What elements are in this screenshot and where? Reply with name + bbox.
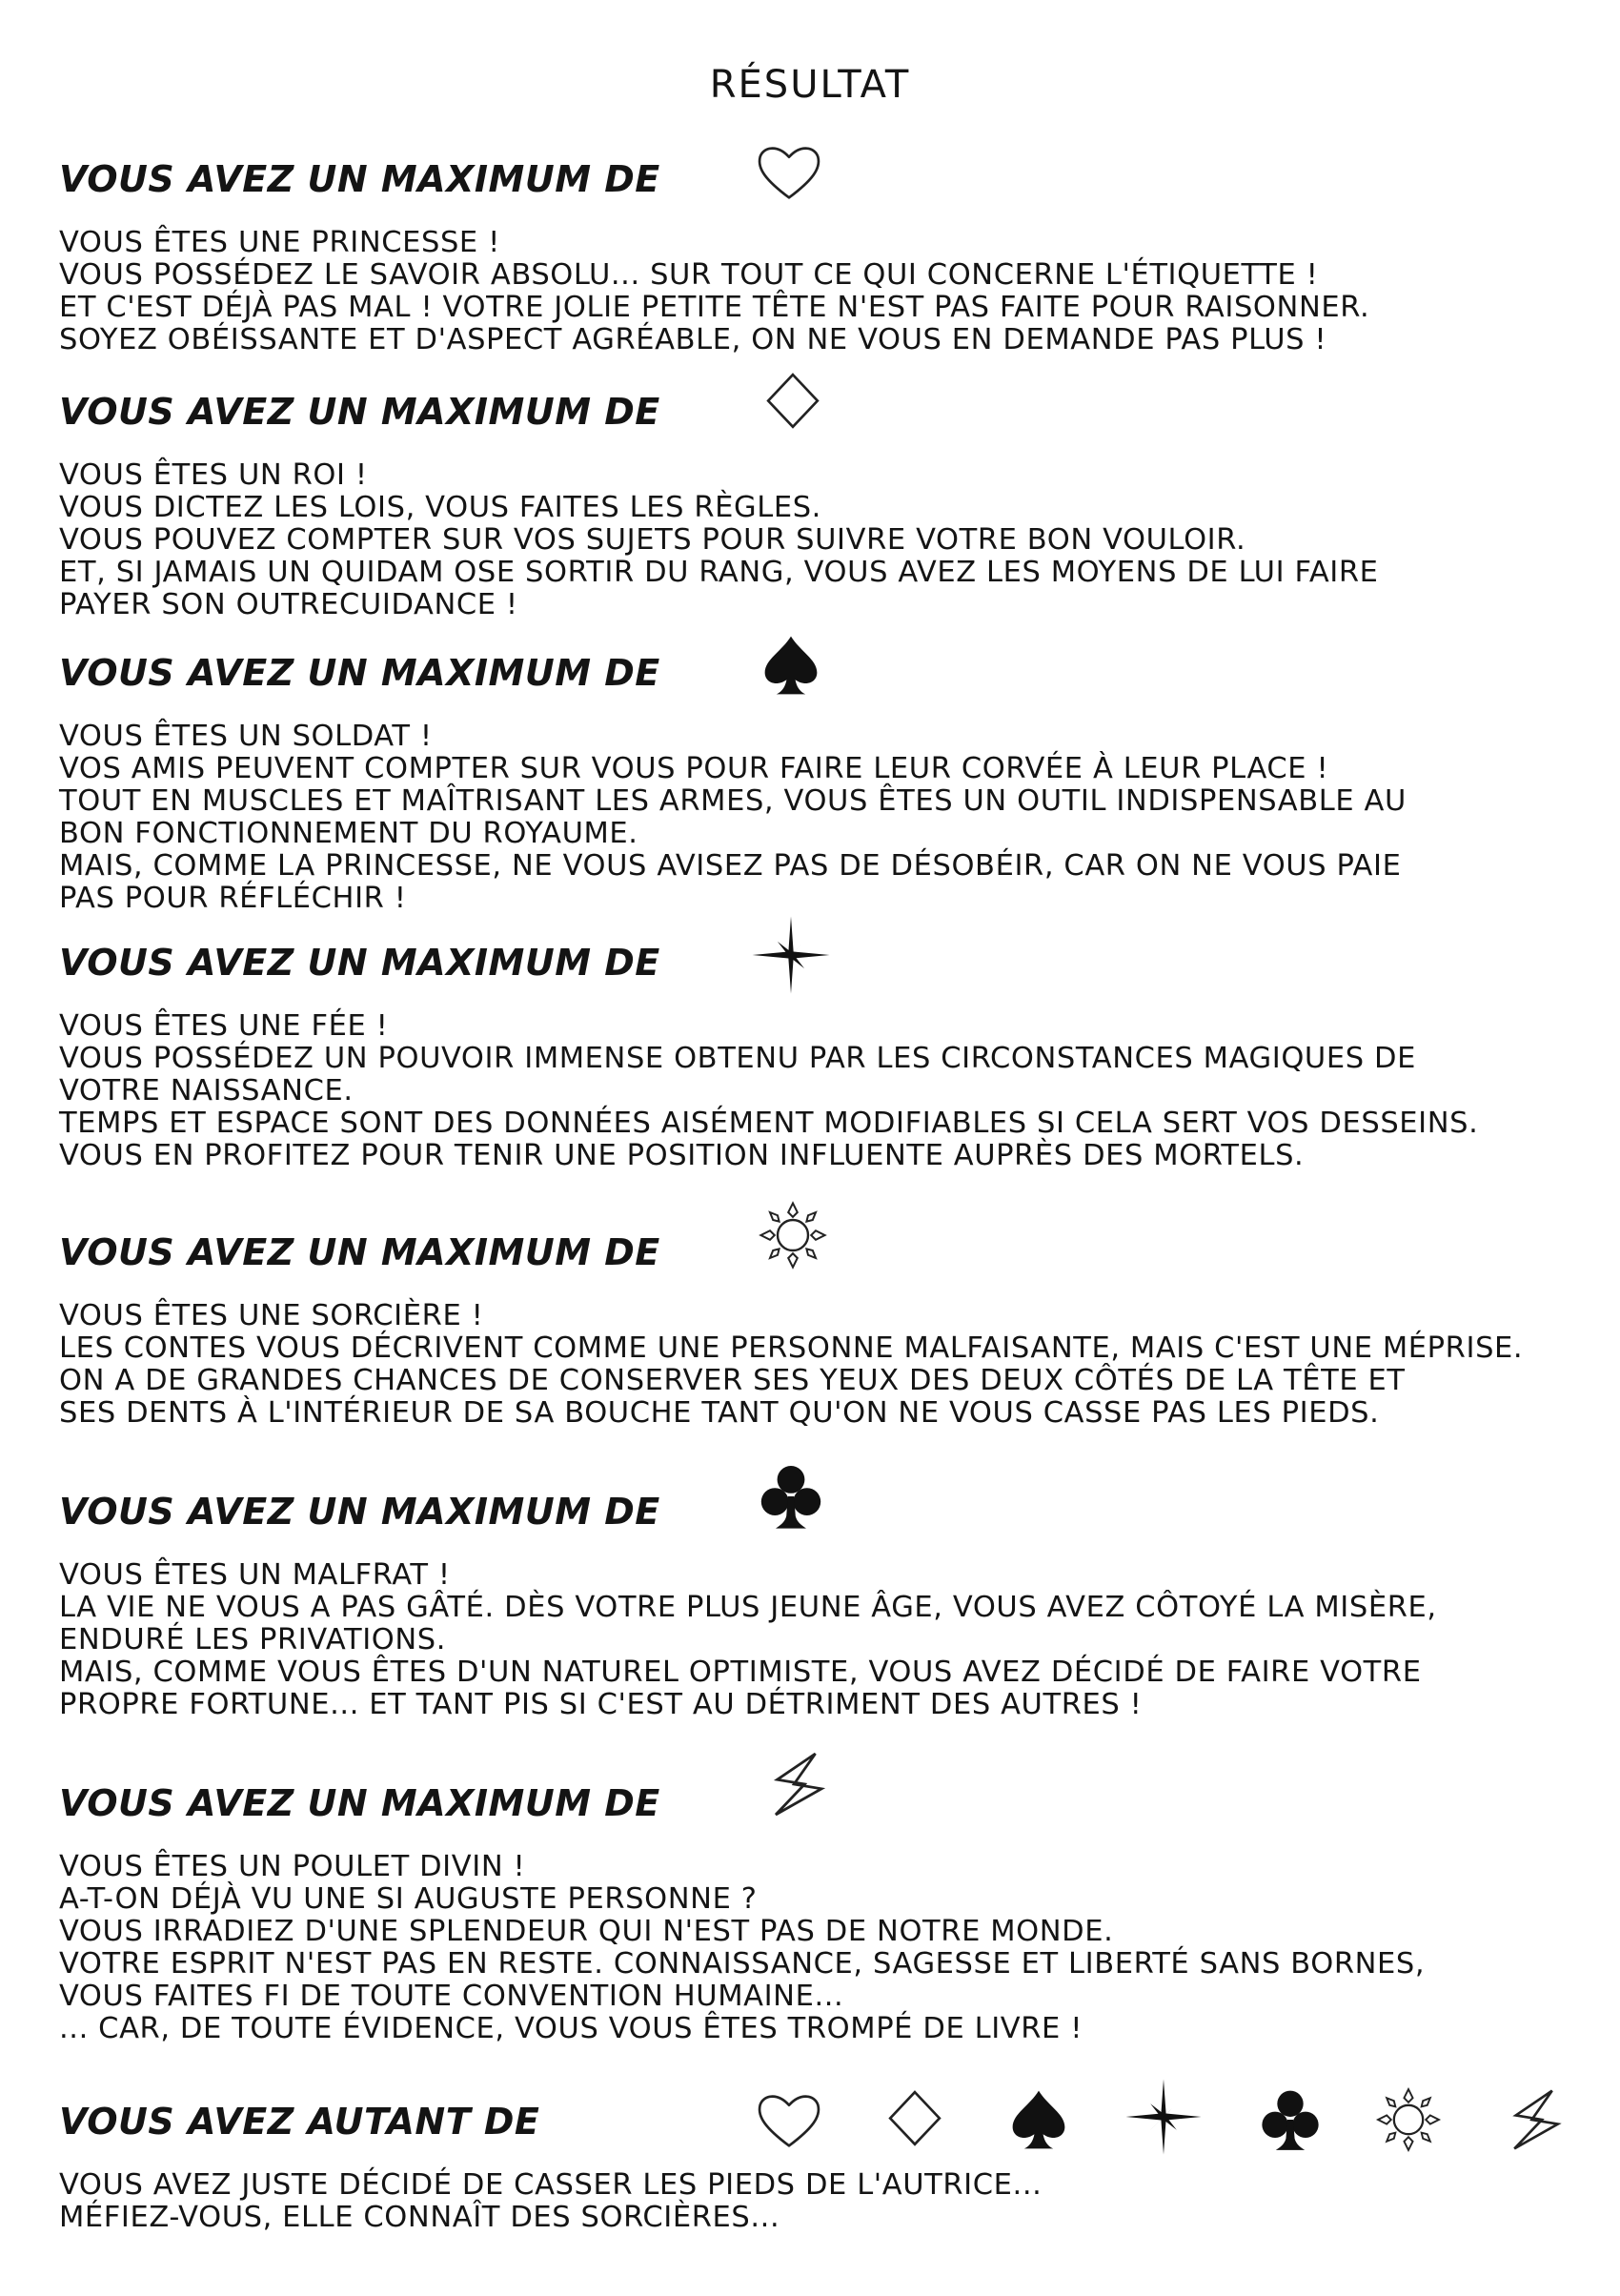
text-line: LES CONTES VOUS DÉCRIVENT COMME UNE PERSONNE MALFAISANTE, MAIS C'EST UNE MÉPRISE. <box>59 1331 1524 1365</box>
text-line: PAYER SON OUTRECUIDANCE ! <box>59 588 518 621</box>
text-line: VOUS ÊTES UN MALFRAT ! <box>59 1558 451 1592</box>
spade-icon <box>1002 2083 1075 2156</box>
heart-icon <box>753 2083 825 2156</box>
text-line: SES DENTS À L'INTÉRIEUR DE SA BOUCHE TANT QU'ON NE VOUS CASSE PAS LES PIEDS. <box>59 1396 1380 1430</box>
text-line: VOUS POSSÉDEZ UN POUVOIR IMMENSE OBTENU PAR LES CIRCONSTANCES MAGIQUES DE <box>59 1042 1416 1075</box>
text-line: A-T-ON DÉJÀ VU UNE SI AUGUSTE PERSONNE ? <box>59 1882 758 1916</box>
section-heading: VOUS AVEZ UN MAXIMUM DE <box>59 158 660 200</box>
text-line: ENDURÉ LES PRIVATIONS. <box>59 1623 447 1656</box>
text-line: VOUS ÊTES UN POULET DIVIN ! <box>59 1850 526 1883</box>
text-line: VOTRE ESPRIT N'EST PAS EN RESTE. CONNAISSANCE, SAGESSE ET LIBERTÉ SANS BORNES, <box>59 1947 1426 1981</box>
text-line: VOUS FAITES FI DE TOUTE CONVENTION HUMAINE... <box>59 1980 844 2013</box>
diamond-icon <box>757 366 829 438</box>
text-line: ET C'EST DÉJÀ PAS MAL ! VOTRE JOLIE PETITE TÊTE N'EST PAS FAITE POUR RAISONNER. <box>59 291 1370 324</box>
text-line: VOUS IRRADIEZ D'UNE SPLENDEUR QUI N'EST PAS DE NOTRE MONDE. <box>59 1915 1114 1948</box>
section-heading: VOUS AVEZ AUTANT DE <box>59 2101 540 2143</box>
text-line: VOUS ÊTES UNE FÉE ! <box>59 1009 389 1043</box>
section-heading: VOUS AVEZ UN MAXIMUM DE <box>59 1782 660 1824</box>
text-line: TEMPS ET ESPACE SONT DES DONNÉES AISÉMENT MODIFIABLES SI CELA SERT VOS DESSEINS. <box>59 1107 1479 1140</box>
text-line: VOUS ÊTES UNE SORCIÈRE ! <box>59 1299 484 1332</box>
text-line: VOS AMIS PEUVENT COMPTER SUR VOUS POUR FAIRE LEUR CORVÉE À LEUR PLACE ! <box>59 752 1329 785</box>
text-line: MAIS, COMME LA PRINCESSE, NE VOUS AVISEZ PAS DE DÉSOBÉIR, CAR ON NE VOUS PAIE <box>59 849 1402 883</box>
section-heading: VOUS AVEZ UN MAXIMUM DE <box>59 942 660 984</box>
text-line: VOUS EN PROFITEZ POUR TENIR UNE POSITION INFLUENTE AUPRÈS DES MORTELS. <box>59 1139 1305 1172</box>
text-line: TOUT EN MUSCLES ET MAÎTRISANT LES ARMES, VOUS ÊTES UN OUTIL INDISPENSABLE AU <box>59 784 1407 818</box>
diamond-icon <box>879 2083 951 2156</box>
text-line: VOUS AVEZ JUSTE DÉCIDÉ DE CASSER LES PIEDS DE L'AUTRICE... <box>59 2168 1043 2202</box>
result-section-soldier <box>59 637 1565 915</box>
text-line: ET, SI JAMAIS UN QUIDAM OSE SORTIR DU RANG, VOUS AVEZ LES MOYENS DE LUI FAIRE <box>59 556 1379 589</box>
text-line: PROPRE FORTUNE... ET TANT PIS SI C'EST AU DÉTRIMENT DES AUTRES ! <box>59 1688 1143 1721</box>
sun-icon <box>1372 2083 1445 2156</box>
text-line: VOTRE NAISSANCE. <box>59 1074 354 1107</box>
text-line: VOUS POSSÉDEZ LE SAVOIR ABSOLU... SUR TOUT CE QUI CONCERNE L'ÉTIQUETTE ! <box>59 258 1319 292</box>
result-section-king <box>59 376 1565 621</box>
spade-icon <box>755 629 827 701</box>
sun-icon <box>755 1197 831 1273</box>
lightning-icon <box>760 1746 837 1822</box>
section-heading: VOUS AVEZ UN MAXIMUM DE <box>59 652 660 694</box>
text-line: MAIS, COMME VOUS ÊTES D'UN NATUREL OPTIMISTE, VOUS AVEZ DÉCIDÉ DE FAIRE VOTRE <box>59 1656 1422 1689</box>
page-title: RÉSULTAT <box>709 63 911 107</box>
heart-icon <box>753 135 825 208</box>
text-line: PAS POUR RÉFLÉCHIR ! <box>59 882 407 915</box>
club-icon <box>753 1458 829 1534</box>
star-icon <box>749 913 833 997</box>
text-line: VOUS ÊTES UN ROI ! <box>59 458 368 492</box>
text-line: ... CAR, DE TOUTE ÉVIDENCE, VOUS VOUS ÊTES TROMPÉ DE LIVRE ! <box>59 2012 1083 2045</box>
text-line: VOUS DICTEZ LES LOIS, VOUS FAITES LES RÈGLES. <box>59 491 821 524</box>
section-heading: VOUS AVEZ UN MAXIMUM DE <box>59 391 660 433</box>
text-line: VOUS ÊTES UNE PRINCESSE ! <box>59 226 500 259</box>
result-section-fairy <box>59 926 1565 1172</box>
lightning-icon <box>1500 2083 1572 2156</box>
text-line: ON A DE GRANDES CHANCES DE CONSERVER SES YEUX DES DEUX CÔTÉS DE LA TÊTE ET <box>59 1364 1406 1397</box>
section-heading: VOUS AVEZ UN MAXIMUM DE <box>59 1231 660 1273</box>
section-heading: VOUS AVEZ UN MAXIMUM DE <box>59 1491 660 1533</box>
text-line: SOYEZ OBÉISSANTE ET D'ASPECT AGRÉABLE, ON NE VOUS EN DEMANDE PAS PLUS ! <box>59 323 1327 356</box>
text-line: MÉFIEZ-VOUS, ELLE CONNAÎT DES SORCIÈRES... <box>59 2201 780 2234</box>
all-symbols-row <box>0 2078 1620 2164</box>
text-line: LA VIE NE VOUS A PAS GÂTÉ. DÈS VOTRE PLUS JEUNE ÂGE, VOUS AVEZ CÔTOYÉ LA MISÈRE, <box>59 1591 1437 1624</box>
text-line: VOUS ÊTES UN SOLDAT ! <box>59 720 433 753</box>
club-icon <box>1254 2083 1326 2156</box>
text-line: VOUS POUVEZ COMPTER SUR VOS SUJETS POUR SUIVRE VOTRE BON VOULOIR. <box>59 523 1246 557</box>
result-section-princess <box>59 143 1565 356</box>
result-section-divine-chicken <box>59 1767 1565 2045</box>
text-line: BON FONCTIONNEMENT DU ROYAUME. <box>59 817 638 850</box>
result-section-witch <box>59 1216 1565 1430</box>
result-section-thug <box>59 1475 1565 1721</box>
star-icon <box>1123 2076 1205 2158</box>
